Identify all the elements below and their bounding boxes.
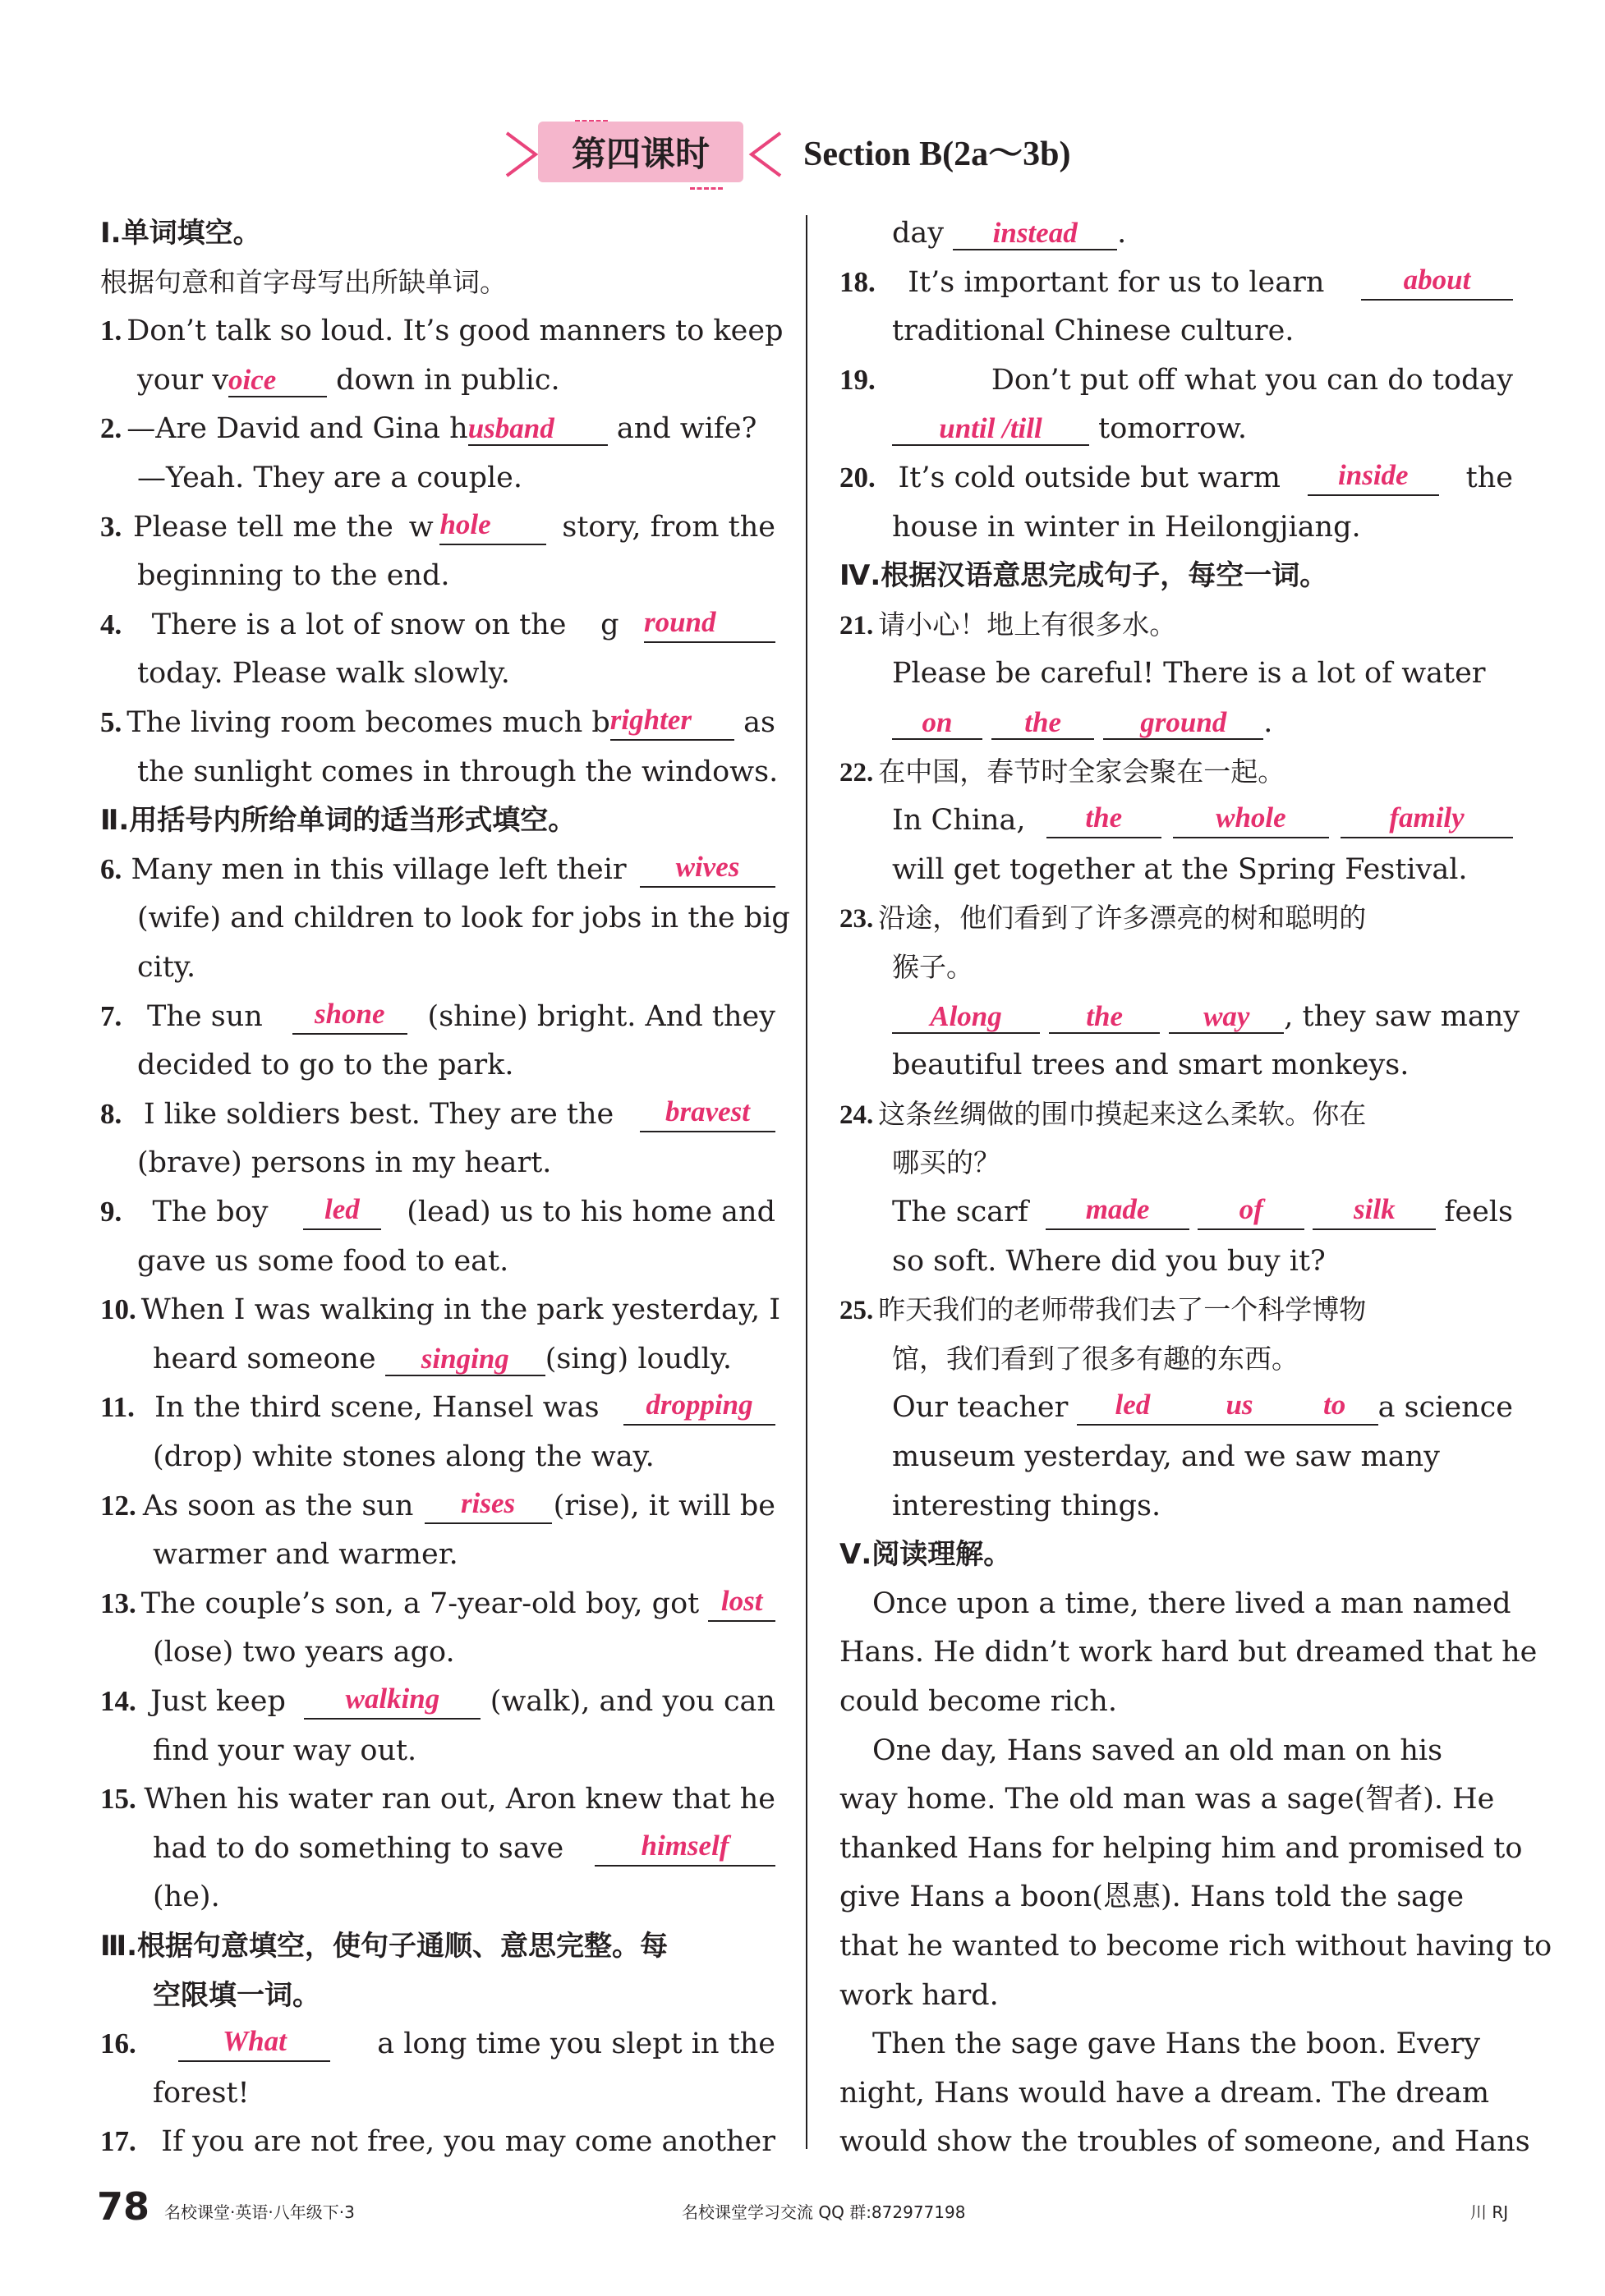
text-line	[137, 1047, 775, 1083]
line-text: One day, Hans saved an old man on his	[872, 1733, 1443, 1767]
line-text: 这条丝绸做的围巾摸起来这么柔软。你在	[878, 1097, 1367, 1130]
line-text: Ⅱ.用括号内所给单词的适当形式填空。	[100, 804, 577, 838]
line-text: 空限填一词。	[153, 1978, 320, 2012]
text-line	[100, 1292, 781, 1328]
line-text: 猴子。	[892, 951, 973, 983]
text-line	[100, 411, 775, 447]
text-line	[839, 1683, 1513, 1720]
answer-blank[interactable]: What	[178, 2026, 330, 2062]
line-text: night, Hans would have a dream. The dream	[839, 2076, 1490, 2110]
text-line	[100, 1194, 775, 1230]
page-number: 78	[97, 2184, 150, 2229]
line-text: , they saw many	[1284, 999, 1520, 1033]
line-text: When I was walking in the park yesterday, I	[140, 1293, 781, 1327]
question-number: 13.	[100, 1587, 136, 1619]
text-line	[153, 1733, 775, 1769]
line-text: 沿途，他们看到了许多漂亮的树和聪明的	[878, 902, 1367, 934]
line-text	[1040, 1000, 1049, 1033]
line-text: The living room becomes much	[126, 706, 592, 739]
line-text: (walk), and you can	[490, 1685, 775, 1718]
line-text: would show the troubles of someone, and Hans	[839, 2125, 1530, 2159]
answer-blank[interactable]: the	[991, 707, 1094, 740]
line-text: (sing) loudly.	[545, 1342, 732, 1375]
question-number: 4.	[100, 608, 122, 641]
text-line	[839, 1096, 1513, 1132]
question-number: 5.	[100, 706, 122, 738]
answer-blank[interactable]: family	[1341, 802, 1513, 838]
page-footer	[0, 2184, 1605, 2234]
text-line	[892, 802, 1513, 838]
line-text: In the third scene, Hansel was	[154, 1391, 609, 1425]
text-line	[137, 949, 775, 985]
line-text: If you are not free, you may come another	[161, 2125, 775, 2159]
line-text	[982, 706, 991, 739]
answer-blank[interactable]: oice	[228, 365, 327, 397]
text-line	[839, 1634, 1538, 1670]
text-line	[839, 2075, 1513, 2111]
text-line	[839, 1830, 1523, 1867]
text-line	[153, 1879, 775, 1915]
line-text: today. Please walk slowly.	[137, 657, 510, 691]
line-text: beginning to the end.	[137, 559, 450, 593]
text-line	[153, 1830, 775, 1867]
initial-letter: h	[449, 412, 468, 446]
text-line	[137, 460, 775, 496]
question-number: 22.	[839, 757, 874, 788]
answer-blank[interactable]: made	[1046, 1194, 1189, 1230]
text-line	[100, 1488, 775, 1524]
line-text	[1160, 1000, 1169, 1033]
line-text: As soon as the sun	[142, 1489, 423, 1522]
answer-blank[interactable]: singing	[385, 1343, 545, 1376]
line-text: Ⅲ.根据句意填空，使句子通顺、意思完整。每	[100, 1930, 669, 1963]
line-text: Many men in this village left their	[131, 852, 636, 886]
line-text: decided to go to the park.	[137, 1049, 514, 1082]
line-text: When his water ran out, Aron knew that he	[144, 1783, 775, 1816]
line-text: way home. The old man was a sage(智者). He	[839, 1783, 1495, 1816]
book-title: 名校课堂·英语·八年级下·3	[164, 2202, 355, 2222]
text-line	[839, 1292, 1513, 1328]
text-line	[100, 1586, 775, 1622]
section-heading	[153, 1977, 775, 2014]
line-text: thanked Hans for helping him and promised to	[839, 1831, 1523, 1865]
line-text: gave us some food to eat.	[137, 1244, 509, 1278]
line-text: interesting things.	[892, 1489, 1161, 1522]
answer-blank[interactable]: Along	[892, 1001, 1040, 1034]
text-line	[892, 1243, 1513, 1279]
line-text: traditional Chinese culture.	[892, 315, 1295, 348]
text-line	[839, 754, 1513, 790]
line-text: tomorrow.	[1089, 412, 1247, 446]
text-line	[100, 1683, 775, 1720]
text-line	[892, 705, 1513, 741]
line-text: story, from the	[553, 510, 775, 544]
answer-blank[interactable]: righter	[610, 705, 734, 741]
line-text: (drop) white stones along the way.	[153, 1440, 655, 1473]
line-text: Ⅴ.阅读理解。	[839, 1538, 1012, 1572]
line-text: give Hans a boon(恩惠). Hans told the sage	[839, 1880, 1465, 1914]
text-line	[839, 362, 1513, 398]
text-line	[892, 215, 1513, 251]
answer-blank[interactable]: the	[1046, 802, 1161, 838]
section-heading	[100, 802, 775, 838]
line-text: had to do something to save	[153, 1831, 573, 1865]
line-text: down in public.	[327, 363, 560, 397]
text-line	[839, 607, 1513, 643]
text-line	[839, 900, 1513, 936]
line-text: beautiful trees and smart monkeys.	[892, 1049, 1410, 1082]
answer-blank[interactable]: inside	[1308, 460, 1439, 496]
line-text: Hans. He didn’t work hard but dreamed that he	[839, 1636, 1538, 1669]
chevron-right-icon	[743, 130, 784, 179]
text-line	[839, 1781, 1513, 1817]
line-text: Don’t talk so loud. It’s good manners to keep	[126, 315, 784, 348]
line-text: the	[1456, 461, 1513, 494]
text-line	[137, 362, 775, 398]
question-number: 21.	[839, 610, 874, 641]
question-number: 11.	[100, 1391, 135, 1424]
line-text: so soft. Where did you buy it?	[892, 1244, 1326, 1278]
answer-blank[interactable]: whole	[1173, 802, 1329, 838]
line-text: The boy	[152, 1196, 278, 1228]
line-text: your	[137, 363, 213, 397]
text-line	[100, 313, 784, 349]
section-heading	[100, 1928, 775, 1964]
line-text: 馆，我们看到了很多有趣的东西。	[892, 1342, 1299, 1375]
line-text: The scarf	[892, 1196, 1037, 1228]
line-text: In China,	[892, 804, 1035, 838]
question-number: 25.	[839, 1296, 874, 1326]
answer-blank[interactable]: us	[1188, 1389, 1290, 1426]
line-text: work hard.	[839, 1978, 999, 2012]
answer-blank[interactable]: bravest	[640, 1096, 775, 1132]
answer-blank[interactable]: lost	[708, 1586, 775, 1622]
line-text: (lose) two years ago.	[153, 1636, 455, 1669]
answer-blank[interactable]: shone	[292, 999, 407, 1035]
initial-letter: g	[600, 608, 619, 641]
text-line	[100, 2124, 775, 2160]
text-line	[100, 852, 775, 888]
text-line	[892, 949, 1513, 985]
text-line	[100, 509, 775, 545]
answer-blank[interactable]: rises	[425, 1488, 552, 1524]
text-line	[892, 411, 1513, 447]
line-text: .	[1117, 217, 1127, 250]
initial-letter: w	[408, 510, 434, 544]
text-line	[872, 2026, 1513, 2062]
answer-blank[interactable]: wives	[640, 852, 775, 888]
line-text: the sunlight comes in through the windows.	[137, 755, 779, 788]
lesson-badge: 第四课时	[538, 122, 743, 182]
answer-blank[interactable]: hole	[439, 509, 546, 545]
line-text: 哪买的？	[892, 1146, 1000, 1179]
lesson-header	[0, 115, 1605, 205]
line-text: Ⅳ.根据汉语意思完成句子，每空一词。	[839, 559, 1328, 593]
qq-group: 名校课堂学习交流 QQ 群:872977198	[682, 2202, 966, 2222]
line-text: Please tell me the	[133, 510, 402, 544]
text-line	[137, 558, 775, 594]
text-line	[892, 313, 1513, 349]
line-text: Just keep	[150, 1685, 295, 1718]
line-text: 请小心！地上有很多水。	[878, 608, 1177, 641]
question-number: 12.	[100, 1489, 136, 1522]
question-number: 8.	[100, 1097, 122, 1130]
line-text: Then the sage gave Hans the boon. Every	[872, 2027, 1481, 2061]
line-text: It’s cold outside but warm	[898, 461, 1290, 494]
answer-blank[interactable]: on	[892, 707, 982, 740]
line-text: Once upon a time, there lived a man named	[872, 1587, 1511, 1620]
text-line	[839, 1977, 1513, 2014]
initial-letter: b	[591, 706, 610, 739]
line-text: .	[1263, 706, 1273, 739]
text-line	[137, 1243, 775, 1279]
answer-blank[interactable]: himself	[595, 1830, 775, 1867]
text-line	[100, 2026, 775, 2062]
line-text: Please be careful! There is a lot of water	[892, 657, 1486, 691]
line-text: as	[734, 706, 775, 739]
line-text	[1094, 706, 1103, 739]
question-number: 6.	[100, 852, 122, 885]
text-line	[100, 1781, 775, 1817]
text-line	[892, 999, 1520, 1035]
line-text: —Yeah. They are a couple.	[137, 461, 523, 494]
line-text: (lead) us to his home and	[407, 1196, 775, 1228]
text-line	[153, 2075, 775, 2111]
text-line	[892, 655, 1513, 691]
answer-blank[interactable]: led	[1077, 1389, 1188, 1426]
question-number: 1.	[100, 315, 122, 347]
question-number: 18.	[839, 265, 876, 298]
answer-blank[interactable]: round	[644, 607, 775, 643]
line-text: city.	[137, 951, 196, 984]
answer-blank[interactable]: the	[1049, 1001, 1160, 1034]
line-text: and wife?	[607, 412, 757, 446]
line-text: 昨天我们的老师带我们去了一个科学博物	[878, 1293, 1367, 1326]
divider	[690, 187, 723, 190]
text-line	[137, 754, 779, 790]
question-number: 3.	[100, 510, 122, 543]
text-line	[839, 264, 1513, 301]
text-line	[892, 1488, 1513, 1524]
line-text: day	[892, 217, 954, 250]
line-text: Don’t put off what you can do today	[991, 363, 1513, 397]
section-heading	[100, 215, 775, 251]
line-text: (rise), it will be	[553, 1489, 775, 1522]
answer-blank[interactable]: about	[1361, 264, 1513, 301]
text-line	[892, 1439, 1513, 1475]
line-text: I like soldiers best. They are the	[143, 1097, 623, 1131]
question-number: 9.	[100, 1196, 122, 1228]
edition-code: 川 RJ	[1470, 2202, 1509, 2222]
text-line	[892, 1047, 1513, 1083]
initial-letter: v	[212, 363, 229, 397]
text-line	[153, 1341, 775, 1377]
line-text: forest!	[153, 2076, 250, 2110]
text-line	[839, 2124, 1530, 2160]
question-number: 16.	[100, 2027, 136, 2060]
answer-blank[interactable]: of	[1198, 1194, 1304, 1230]
text-line	[892, 1389, 1513, 1426]
question-number: 7.	[100, 999, 122, 1032]
line-text: The couple’s son, a 7-year-old boy, got	[140, 1587, 709, 1620]
line-text: heard someone	[153, 1342, 385, 1375]
text-line	[839, 1879, 1513, 1915]
question-number: 19.	[839, 363, 876, 396]
line-text: Our teacher	[892, 1391, 1078, 1425]
text-line	[892, 852, 1513, 888]
line-text: (brave) persons in my heart.	[137, 1146, 552, 1180]
text-line	[892, 509, 1513, 545]
question-number: 20.	[839, 461, 876, 494]
line-text: could become rich.	[839, 1685, 1117, 1718]
line-text: a science	[1377, 1391, 1513, 1425]
line-text: that he wanted to become rich without having to	[839, 1930, 1552, 1963]
line-text: find your way out.	[153, 1733, 417, 1767]
answer-blank[interactable]: to	[1291, 1389, 1378, 1426]
answer-blank[interactable]: way	[1169, 1001, 1284, 1034]
line-text: feels	[1444, 1196, 1513, 1228]
question-number: 2.	[100, 412, 122, 445]
question-number: 17.	[100, 2125, 136, 2158]
line-text: a long time you slept in the	[368, 2027, 775, 2061]
text-line	[153, 1634, 775, 1670]
question-number: 24.	[839, 1100, 874, 1130]
question-number: 23.	[839, 904, 874, 934]
line-text: It’s important for us to learn	[908, 265, 1334, 299]
text-line	[137, 1145, 775, 1181]
line-text: The sun	[147, 999, 272, 1033]
text-line	[137, 900, 790, 936]
text-line	[839, 460, 1513, 496]
answer-blank[interactable]: walking	[304, 1683, 481, 1720]
answer-blank[interactable]: usband	[468, 413, 608, 446]
answer-blank[interactable]: dropping	[623, 1389, 775, 1426]
answer-blank[interactable]: until /till	[892, 413, 1089, 446]
text-line	[100, 607, 775, 643]
line-text: will get together at the Spring Festival.	[892, 852, 1468, 886]
question-number: 15.	[100, 1783, 136, 1816]
text-line	[892, 1194, 1513, 1230]
text-line	[153, 1536, 775, 1573]
text-line	[839, 1928, 1552, 1964]
text-line	[872, 1586, 1513, 1622]
text-line	[153, 1439, 775, 1475]
line-text: house in winter in Heilongjiang.	[892, 510, 1361, 544]
section-title: Section B(2a～3b)	[803, 135, 1071, 173]
line-text: (he).	[153, 1880, 220, 1914]
answer-blank[interactable]: ground	[1103, 707, 1263, 740]
line-text: (wife) and children to look for jobs in the big	[137, 902, 790, 935]
text-line	[892, 1341, 1513, 1377]
answer-blank[interactable]: led	[303, 1194, 381, 1230]
answer-blank[interactable]: silk	[1313, 1194, 1436, 1230]
text-line	[892, 1145, 1513, 1181]
text-line	[100, 1096, 775, 1132]
question-number: 10.	[100, 1293, 136, 1326]
line-text: Ⅰ.单词填空。	[100, 217, 261, 250]
question-number: 14.	[100, 1685, 136, 1717]
column-divider	[806, 215, 807, 2149]
text-line	[137, 655, 775, 691]
line-text: There is a lot of snow on the	[151, 608, 576, 641]
line-text: —Are David and Gina	[126, 412, 450, 446]
section-heading	[839, 558, 1513, 594]
section-heading	[839, 1536, 1513, 1573]
line-text: (shine) bright. And they	[427, 999, 775, 1033]
line-text: 在中国，春节时全家会聚在一起。	[878, 755, 1285, 788]
text-line	[100, 1389, 775, 1426]
text-line	[100, 999, 775, 1035]
line-text: museum yesterday, and we saw many	[892, 1440, 1440, 1473]
line-text: warmer and warmer.	[153, 1538, 458, 1572]
text-line	[872, 1733, 1513, 1769]
answer-blank[interactable]: instead	[953, 218, 1117, 250]
text-line	[100, 264, 775, 301]
text-line	[100, 705, 775, 741]
line-text: 根据句意和首字母写出所缺单词。	[100, 265, 507, 298]
